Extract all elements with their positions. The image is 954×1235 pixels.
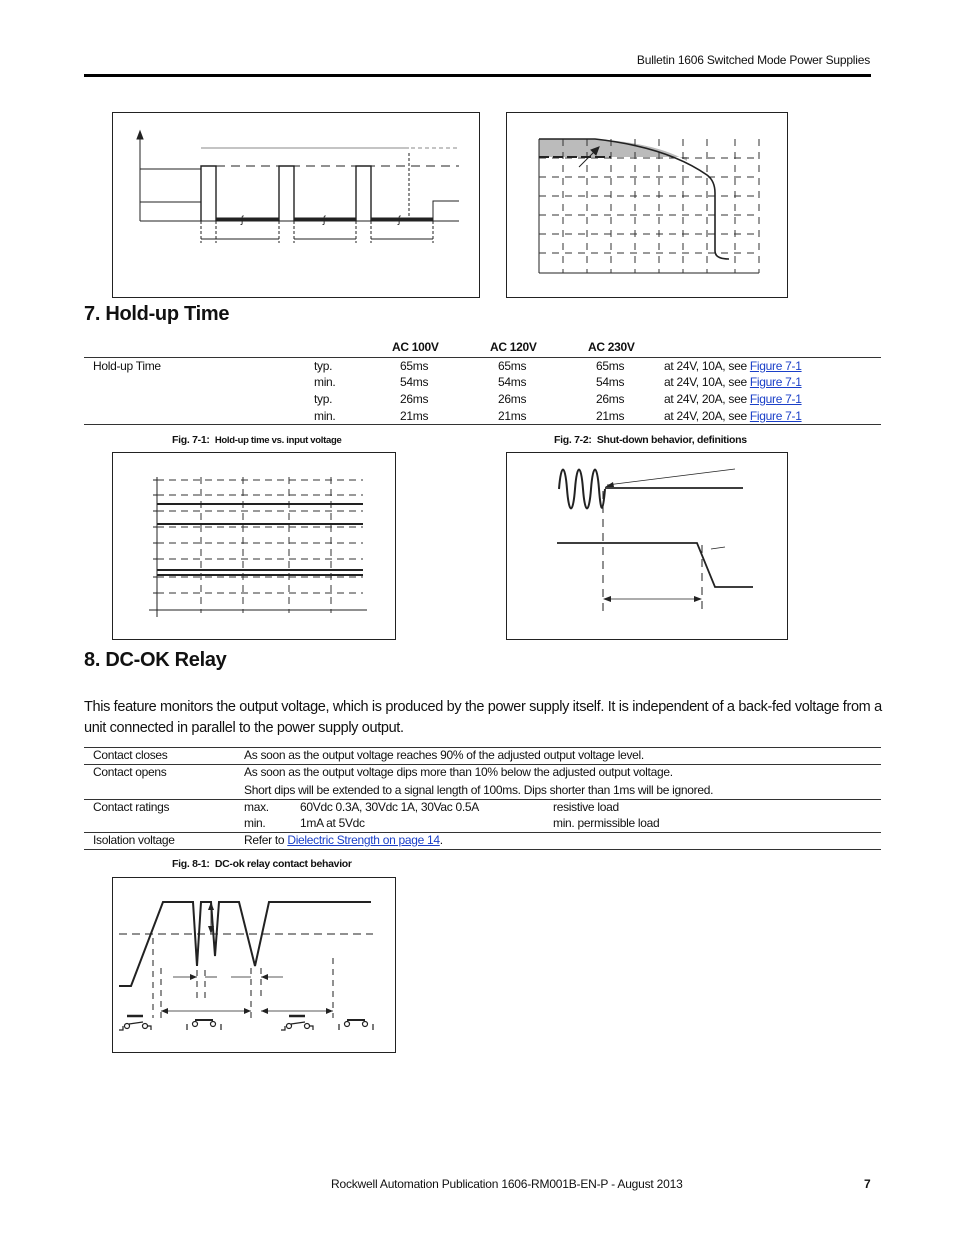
- section-7-heading: 7. Hold-up Time: [84, 303, 230, 325]
- section-8-heading: 8. DC-OK Relay: [84, 649, 227, 671]
- value-ac120: 54ms: [498, 375, 527, 389]
- svg-text:ʃ: ʃ: [241, 215, 244, 226]
- footer-publication: Rockwell Automation Publication 1606-RM001B-EN-P - August 2013: [331, 1177, 683, 1191]
- caption-title: Shut-down behavior, definitions: [596, 434, 747, 446]
- value-ac120: 65ms: [498, 359, 527, 373]
- dc-ok-description: This feature monitors the output voltage, which is produced by the power supply itself. It is independent of a back-fed voltage from a unit connected in parallel to the power supply output.: [84, 699, 882, 736]
- figure-7-1-holdup-chart: [112, 452, 396, 640]
- row-condition: [664, 375, 802, 389]
- contact-closes-text: As soon as the output voltage reaches 90% of the adjusted output voltage level.: [244, 748, 644, 762]
- value-ac100: 65ms: [400, 359, 429, 373]
- relay-behavior-drawing: [113, 878, 395, 1052]
- table-rule: [84, 424, 881, 425]
- ratings-min-qualifier: min.: [244, 816, 266, 830]
- header-rule: [84, 74, 871, 77]
- figure-7-1-link[interactable]: Figure 7-1: [749, 409, 802, 423]
- figure-7-2-shutdown-diagram: [506, 452, 788, 640]
- table-rule: [84, 357, 881, 358]
- page-number: 7: [864, 1177, 871, 1191]
- value-ac100: 26ms: [400, 392, 429, 406]
- ratings-min-note: min. permissible load: [553, 816, 660, 830]
- table-rule: [84, 832, 881, 833]
- contact-closes-label: Contact closes: [93, 748, 168, 762]
- dielectric-strength-link[interactable]: Dielectric Strength on page 14: [287, 833, 440, 847]
- value-ac100: 21ms: [400, 409, 429, 423]
- caption-title: Hold-up time vs. input voltage: [214, 435, 342, 446]
- value-ac230: 21ms: [596, 409, 625, 423]
- value-ac230: 54ms: [596, 375, 625, 389]
- table-rule: [84, 849, 881, 850]
- row-qualifier: min.: [314, 375, 336, 389]
- ratings-max-qualifier: max.: [244, 800, 269, 814]
- figure-7-1-link[interactable]: Figure 7-1: [749, 359, 802, 373]
- row-qualifier: typ.: [314, 359, 333, 373]
- caption-label: Fig. 7-2:: [554, 434, 592, 446]
- isolation-voltage-label: Isolation voltage: [93, 833, 175, 847]
- figure-derating-curve: [506, 112, 788, 298]
- running-header: Bulletin 1606 Switched Mode Power Supplies: [636, 53, 870, 67]
- condition-text: at 24V, 10A, see: [664, 375, 750, 389]
- fig-7-2-caption: [554, 434, 747, 446]
- row-qualifier: min.: [314, 409, 336, 423]
- fig-8-1-caption: [172, 858, 352, 870]
- holdup-row-label: Hold-up Time: [93, 359, 161, 373]
- pulse-waveform-drawing: [113, 113, 479, 297]
- caption-label: Fig. 8-1:: [172, 858, 210, 870]
- contact-ratings-label: Contact ratings: [93, 800, 170, 814]
- row-condition: [664, 392, 802, 406]
- shutdown-diagram-drawing: [507, 453, 787, 639]
- ratings-max-value: 60Vdc 0.3A, 30Vdc 1A, 30Vac 0.5A: [300, 800, 479, 814]
- derating-curve-drawing: [507, 113, 787, 297]
- value-ac230: 65ms: [596, 359, 625, 373]
- figure-7-1-link[interactable]: Figure 7-1: [749, 392, 802, 406]
- value-ac120: 26ms: [498, 392, 527, 406]
- ratings-min-value: 1mA at 5Vdc: [300, 816, 365, 830]
- table-rule: [84, 799, 881, 800]
- contact-opens-text: As soon as the output voltage dips more than 10% below the adjusted output voltage.: [244, 765, 673, 779]
- condition-text: at 24V, 20A, see: [664, 392, 750, 406]
- condition-text: at 24V, 20A, see: [664, 409, 750, 423]
- isolation-suffix: .: [439, 833, 443, 847]
- holdup-chart-drawing: [113, 453, 395, 639]
- row-condition: [664, 409, 802, 423]
- svg-text:ʃ: ʃ: [323, 215, 326, 226]
- col-header-ac120: AC 120V: [490, 340, 537, 354]
- contact-opens-label: Contact opens: [93, 765, 167, 779]
- ratings-max-note: resistive load: [553, 800, 619, 814]
- figure-pulse-waveform: [112, 112, 480, 298]
- isolation-prefix: Refer to: [244, 833, 288, 847]
- caption-title: DC-ok relay contact behavior: [214, 858, 352, 870]
- figure-7-1-link[interactable]: Figure 7-1: [749, 375, 802, 389]
- isolation-voltage-text: [244, 833, 443, 847]
- col-header-ac100: AC 100V: [392, 340, 439, 354]
- col-header-ac230: AC 230V: [588, 340, 635, 354]
- row-qualifier: typ.: [314, 392, 333, 406]
- value-ac100: 54ms: [400, 375, 429, 389]
- fig-7-1-caption: [172, 434, 341, 446]
- value-ac120: 21ms: [498, 409, 527, 423]
- contact-opens-text-2: Short dips will be extended to a signal length of 100ms. Dips shorter than 1ms will be ignored.: [244, 783, 714, 797]
- row-condition: [664, 359, 802, 373]
- caption-label: Fig. 7-1:: [172, 434, 210, 446]
- value-ac230: 26ms: [596, 392, 625, 406]
- condition-text: at 24V, 10A, see: [664, 359, 750, 373]
- svg-text:ʃ: ʃ: [398, 215, 401, 226]
- figure-8-1-relay-behavior: [112, 877, 396, 1053]
